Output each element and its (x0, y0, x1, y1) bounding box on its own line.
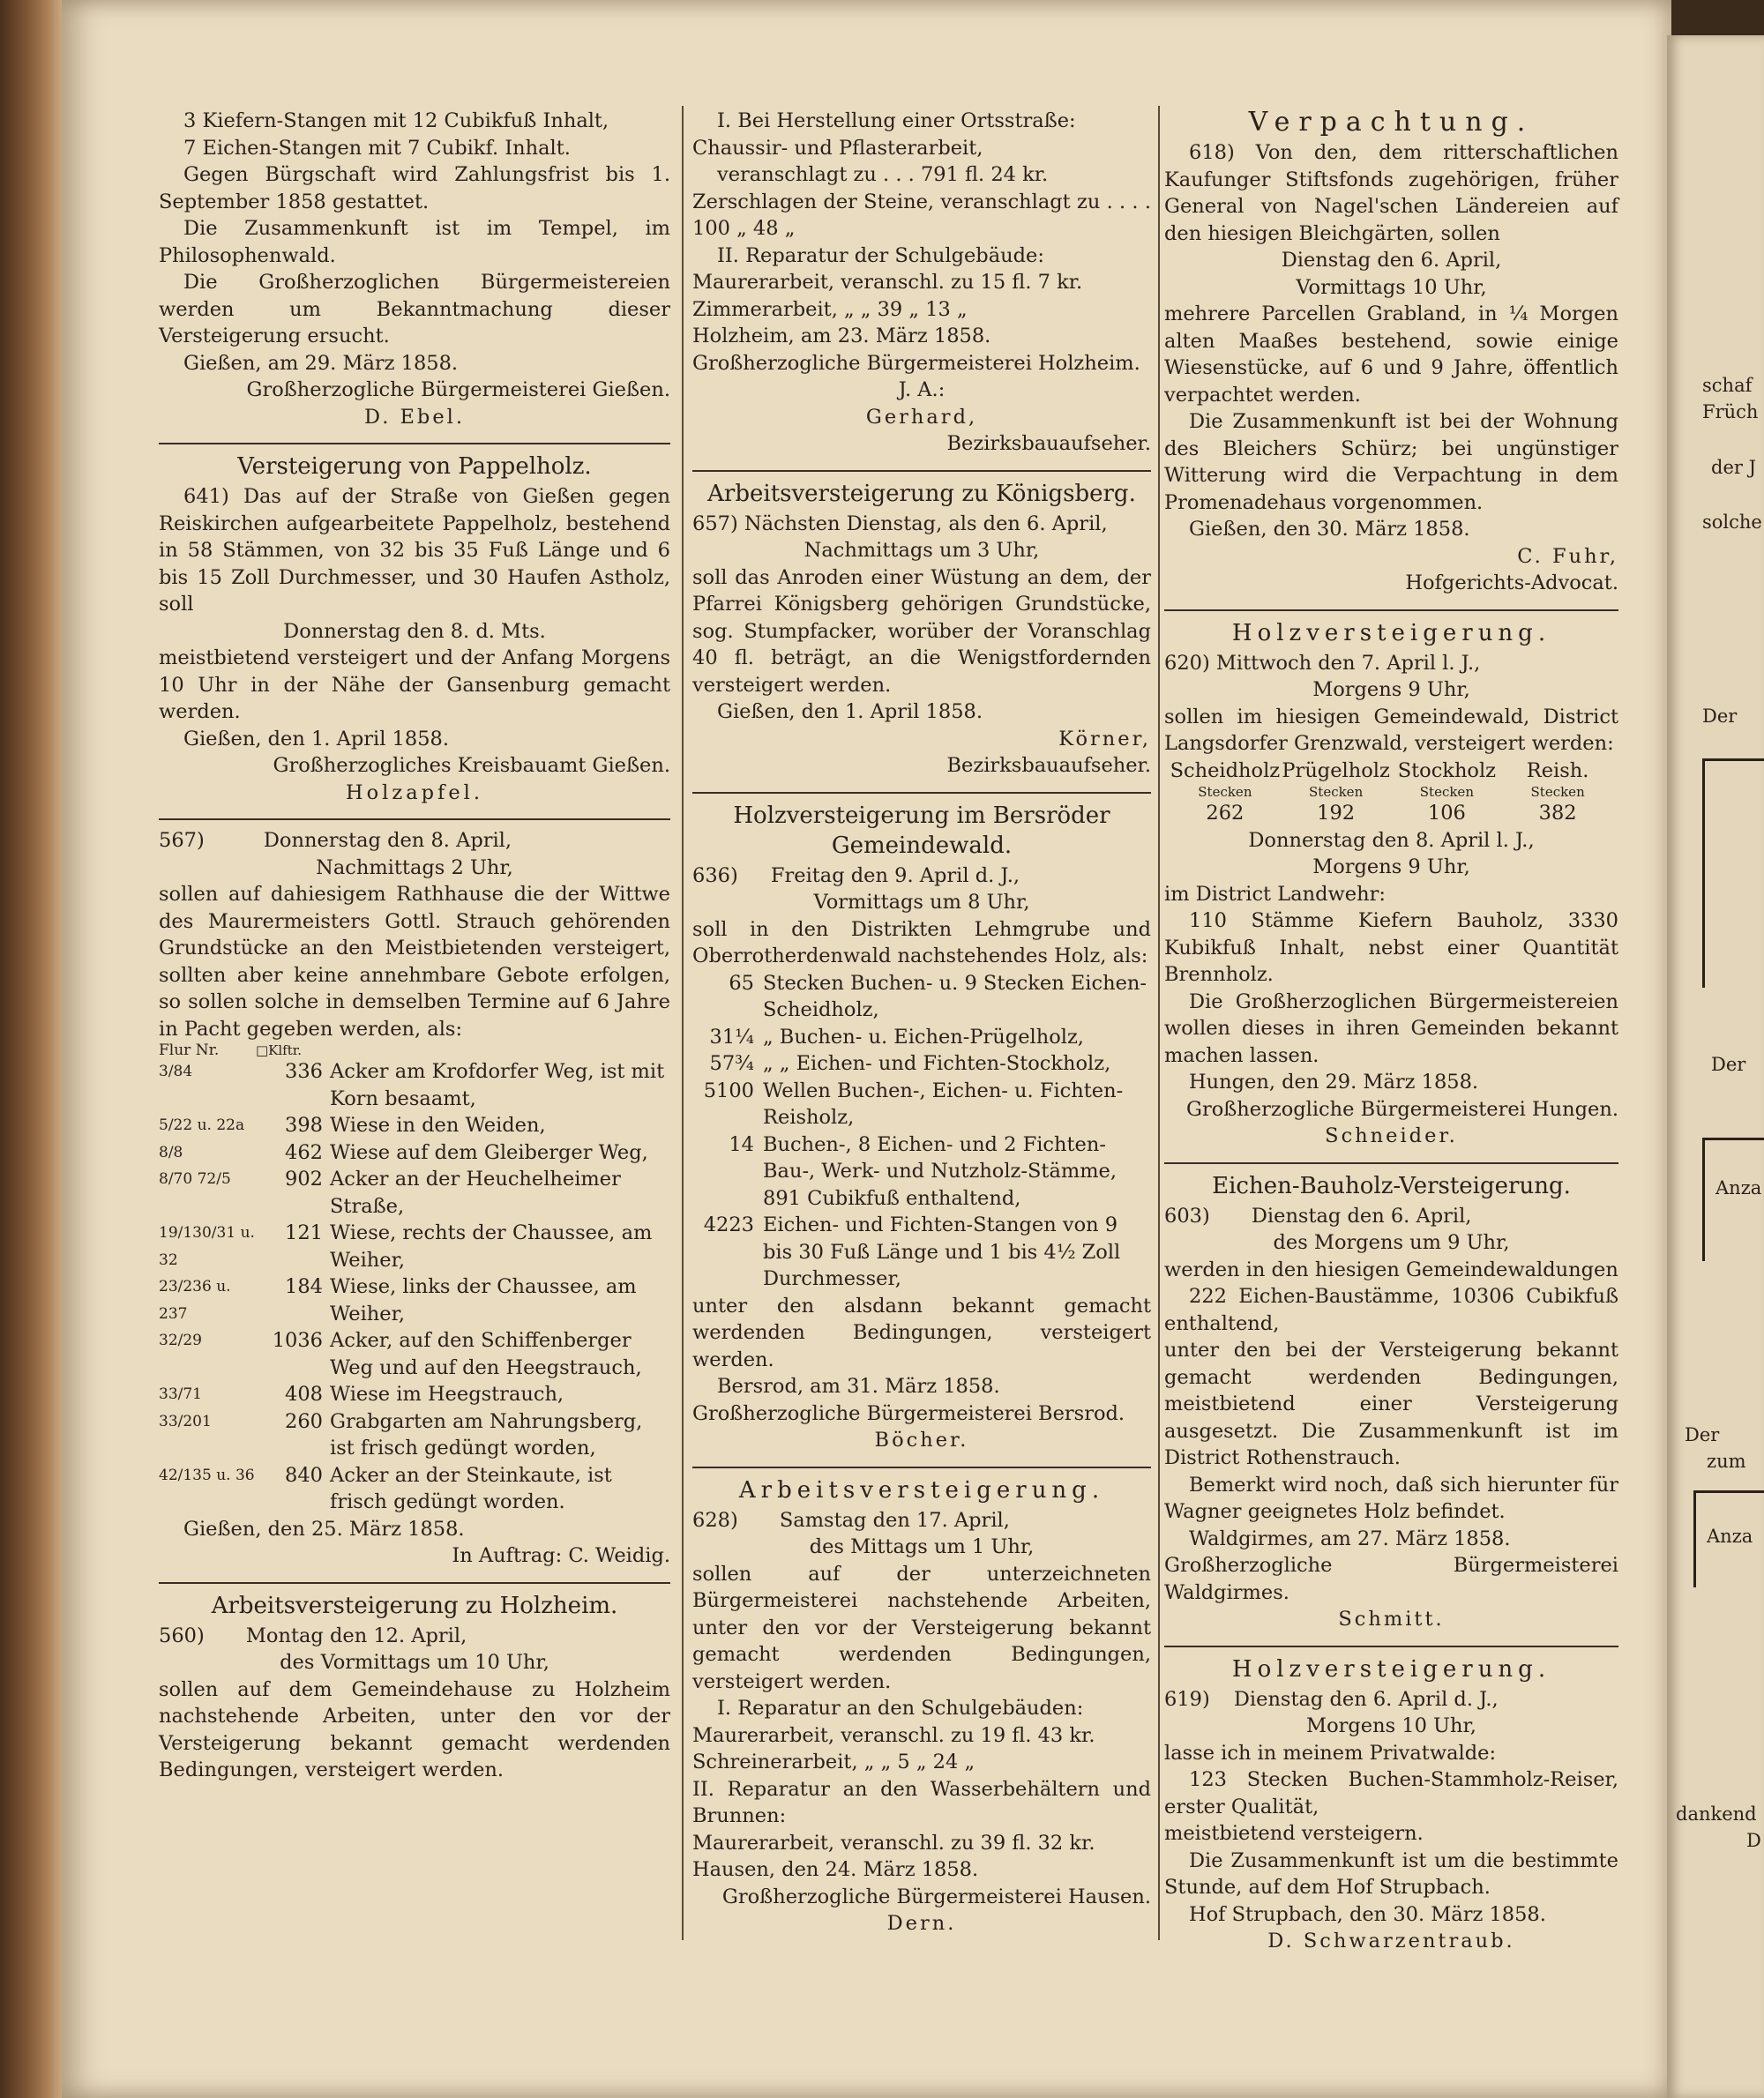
adjacent-page-fragment (1667, 35, 1764, 2098)
ad-time: Vormittags 10 Uhr, (1296, 275, 1487, 299)
item-quantity: 57¾ (709, 1052, 754, 1075)
ad-641 (159, 450, 670, 815)
item-description: „ „ Eichen- und Fichten-Stockholz, (763, 1052, 1111, 1075)
text-line: Maurerarbeit, veranschl. zu 15 fl. 7 kr. (692, 271, 1083, 294)
ad-body: 618) Von den, dem ritterschaftlichen Kaufunger Stiftsfonds zugehörigen, früher General von Nagel'schen Ländereien auf den hiesigen Bleichgärten, sollen (1164, 141, 1618, 245)
place-date: Bersrod, am 31. März 1858. (717, 1375, 1000, 1398)
place-date: Gießen, den 25. März 1858. (183, 1517, 465, 1541)
text-line: Schreinerarbeit, „ „ 5 „ 24 „ (692, 1751, 975, 1773)
fragment-text: Anza (1715, 1177, 1762, 1198)
item-quantity: 65 (729, 971, 754, 995)
ad-date: Dienstag den 6. April, (1281, 249, 1502, 272)
ad-636 (692, 799, 1151, 1463)
divider (159, 443, 670, 444)
ad-date: Donnerstag den 8. April, (263, 829, 512, 852)
fragment-text: Der (1685, 1424, 1720, 1445)
fragment-text: solche (1702, 511, 1762, 533)
authority: Großherzogliche Bürgermeisterei Holzheim. (692, 351, 1140, 375)
table-row (159, 1273, 670, 1327)
fragment-text: D (1746, 1830, 1761, 1851)
ad-567 (159, 825, 670, 1579)
parcel-description: Acker am Krofdorfer Weg, ist mit Korn besaamt, (330, 1060, 665, 1110)
ad-number-line (159, 827, 670, 855)
signer-role: Hofgerichts-Advocat. (1405, 571, 1618, 594)
wood-value: 192 (1317, 802, 1356, 825)
ad-body: 641) Das auf der Straße von Gießen gegen Reiskirchen aufgearbeitete Pappelholz, bestehend in 58 Stämmen, von 32 bis 35 Fuß Länge und 6 bis 15 Zoll Durchmesser, und 30 Haufen Astholz, soll (159, 485, 670, 616)
place-date: Gießen, den 30. März 1858. (1189, 518, 1470, 541)
ad-number: 560) (159, 1624, 205, 1647)
ad-date: Samstag den 17. April, (779, 1508, 1010, 1532)
table-row (159, 1220, 670, 1273)
parcel-list (159, 1058, 670, 1516)
text-line: Die Großherzoglichen Bürgermeistereien werden um Bekanntmachung dieser Versteigerung ersucht. (159, 271, 670, 347)
parcel-number: 33/201 (159, 1412, 212, 1430)
text-line: II. Reparatur an den Wasserbehältern und Brunnen: (692, 1777, 1151, 1827)
item-quantity: 31¼ (709, 1025, 754, 1049)
table-row (159, 1112, 670, 1139)
authority: Großherzogliche Bürgermeisterei Hausen. (721, 1885, 1151, 1908)
ad-title: Holzversteigerung im Bersröder Gemeindewald. (733, 802, 1110, 859)
ad-number-line (1164, 1203, 1618, 1230)
table-row (159, 1381, 670, 1408)
ad-date: Freitag den 9. April d. J., (770, 863, 1020, 887)
ad-body: unter den alsdann bekannt gemacht werdenden Bedingungen, versteigert werden. (692, 1294, 1151, 1371)
ad-date: Dienstag den 6. April, (1251, 1204, 1472, 1228)
ad-body: werden in den hiesigen Gemeindewaldungen (1164, 1258, 1618, 1281)
place-date: Gießen, den 1. April 1858. (717, 700, 983, 723)
signer-role: Bezirksbauaufseher. (946, 754, 1151, 777)
authority: Großherzogliche Bürgermeisterei Hungen. (1185, 1097, 1618, 1121)
wood-unit: Stecken (1530, 784, 1585, 800)
wood-table-values (1164, 800, 1618, 827)
item-quantity: 4223 (703, 1213, 754, 1236)
place-date: Hungen, den 29. März 1858. (1189, 1071, 1479, 1094)
ad-body: sollen auf dem Gemeindehause zu Holzheim nachstehende Arbeiten, unter den vor der Versteigerung bekannt gemacht werdenden Bedingungen, versteigert werden. (159, 1677, 670, 1781)
place-date: Waldgirmes, am 27. März 1858. (1189, 1527, 1511, 1550)
divider (692, 792, 1151, 794)
parcel-description: Wiese auf dem Gleiberger Weg, (330, 1140, 648, 1164)
ad-time: Nachmittags 2 Uhr, (316, 855, 513, 879)
item-description: Buchen-, 8 Eichen- und 2 Fichten-Bau-, Werk- und Nutzholz-Stämme, 891 Cubikfuß enthaltend, (763, 1132, 1117, 1210)
wood-head: Prügelholz (1282, 758, 1390, 782)
table-row (159, 1139, 670, 1167)
wood-head: Scheidholz (1170, 758, 1281, 782)
signer: In Auftrag: C. Weidig. (452, 1544, 670, 1567)
fragment-text: Anza (1707, 1526, 1753, 1547)
ad-body: meistbietend versteigern. (1164, 1822, 1424, 1845)
item-description: Wellen Buchen-, Eichen- u. Fichten-Reisholz, (763, 1079, 1124, 1129)
fragment-text: der J (1711, 457, 1757, 478)
text-line: 7 Eichen-Stangen mit 7 Cubikf. Inhalt. (183, 136, 571, 160)
ad-body: im District Landwehr: (1164, 882, 1386, 906)
wood-table-heads (1164, 758, 1618, 785)
ad-top-continued (159, 106, 670, 439)
signer-role: Bezirksbauaufseher. (946, 432, 1151, 455)
item-quantity: 5100 (703, 1079, 754, 1102)
parcel-description: Wiese in den Weiden, (330, 1114, 546, 1137)
column-separator (682, 106, 684, 1940)
table-header (159, 1042, 670, 1058)
parcel-description: Wiese, links der Chaussee, am Weiher, (330, 1275, 637, 1325)
parcel-number: 33/71 (159, 1385, 202, 1403)
ad-number-line (159, 1623, 670, 1650)
ad-body: 620) Mittwoch den 7. April l. J., (1164, 651, 1481, 675)
authority: Großherzogliche Bürgermeisterei Gießen. (246, 378, 670, 401)
ad-time: des Vormittags um 10 Uhr, (280, 1651, 549, 1674)
item-description: Stecken Buchen- u. 9 Stecken Eichen-Scheidholz, (763, 971, 1147, 1021)
table-frame-line (1702, 758, 1705, 988)
signer: Körner, (1058, 727, 1151, 750)
ad-date: Dienstag den 6. April d. J., (1233, 1687, 1499, 1711)
parcel-number: 8/8 (159, 1143, 183, 1161)
parcel-number: 32/29 (159, 1332, 202, 1349)
ad-560 (159, 1589, 670, 1793)
ad-time: des Mittags um 1 Uhr, (809, 1535, 1035, 1558)
ad-628 (692, 1474, 1151, 1946)
signer: D. Schwarzentraub. (1267, 1930, 1515, 1952)
list-item (692, 970, 1151, 1024)
book-spine (0, 0, 62, 2098)
ad-date: Donnerstag den 8. April l. J., (1248, 828, 1535, 852)
wood-head: Reish. (1526, 758, 1589, 782)
text-line: I. Reparatur an den Schulgebäuden: (717, 1697, 1084, 1720)
divider (1164, 1162, 1618, 1164)
ad-number-line (692, 1507, 1151, 1534)
ad-619 (1164, 1653, 1618, 1964)
column-separator (1158, 106, 1160, 1940)
text-line: veranschlagt zu . . . 791 fl. 24 kr. (717, 163, 1049, 186)
parcel-description: Wiese im Heegstrauch, (330, 1383, 564, 1406)
ad-time: des Morgens um 9 Uhr, (1273, 1231, 1510, 1254)
divider (692, 470, 1151, 472)
ad-number: 636) (692, 863, 738, 887)
ad-618 (1164, 106, 1618, 606)
signer: Schmitt. (1338, 1608, 1445, 1631)
wood-unit: Stecken (1419, 784, 1474, 800)
ad-time: Nachmittags um 3 Uhr, (804, 539, 1040, 562)
text-line: Chaussir- und Pflasterarbeit, (692, 136, 983, 160)
parcel-number: 8/70 72/5 (159, 1170, 231, 1188)
divider (692, 1467, 1151, 1468)
item-description: „ Buchen- u. Eichen-Prügelholz, (763, 1025, 1084, 1049)
list-item (692, 1212, 1151, 1293)
place-date: Holzheim, am 23. März 1858. (692, 325, 991, 347)
ad-body: Die Zusammenkunft ist bei der Wohnung des Bleichers Schürz; bei ungünstiger Witterung wird die Verpachtung in dem Promenadehaus vorgenommen. (1164, 410, 1618, 514)
signer: Dern. (886, 1912, 957, 1935)
parcel-description: Acker an der Steinkaute, ist frisch gedüngt worden. (330, 1463, 612, 1513)
ad-620 (1164, 616, 1618, 1159)
ad-body: soll in den Distrikten Lehmgrube und Oberrotherdenwald nachstehendes Holz, als: (692, 917, 1151, 967)
parcel-size: 260 (285, 1409, 323, 1433)
divider (1164, 609, 1618, 611)
header-klftr: □Klftr. (256, 1042, 303, 1058)
wood-value: 382 (1538, 802, 1577, 825)
parcel-size: 121 (285, 1221, 323, 1244)
parcel-size: 336 (285, 1060, 323, 1083)
ad-body: Bemerkt wird noch, daß sich hierunter für Wagner geeignetes Holz befindet. (1164, 1473, 1618, 1523)
divider (1164, 1646, 1618, 1647)
ad-body: meistbietend versteigert und der Anfang Morgens 10 Uhr in der Nähe der Gansenburg gemacht werden. (159, 646, 670, 723)
place-date: Hof Strupbach, den 30. März 1858. (1189, 1902, 1546, 1926)
ad-number: 603) (1164, 1204, 1210, 1228)
authority: Großherzogliche Bürgermeisterei Waldgirmes. (1164, 1554, 1618, 1604)
ad-title: Arbeitsversteigerung zu Holzheim. (211, 1592, 618, 1619)
ad-657 (692, 477, 1151, 788)
table-row (159, 1166, 670, 1220)
list-item (692, 1024, 1151, 1051)
parcel-size: 398 (285, 1114, 323, 1137)
parcel-size: 1036 (272, 1329, 323, 1352)
column-2 (692, 106, 1151, 1946)
list-item (692, 1131, 1151, 1213)
ad-body: unter den bei der Versteigerung bekannt gemacht werdenden Bedingungen, meistbietend einer Versteigerung ausgesetzt. Die Zusammenkunft ist im District Rothenstrauch. (1164, 1339, 1618, 1469)
parcel-number: 5/22 u. 22a (159, 1116, 245, 1134)
text-line: Zimmerarbeit, „ „ 39 „ 13 „ (692, 297, 968, 321)
parcel-size: 462 (285, 1140, 323, 1164)
parcel-number: 3/84 (159, 1063, 193, 1080)
ad-time: Morgens 10 Uhr, (1306, 1714, 1476, 1737)
fragment-text: Früch (1702, 401, 1759, 422)
ad-body: sollen auf der unterzeichneten Bürgermeisterei nachstehende Arbeiten, unter den vor der Versteigerung bekannt gemacht werdenden Bedingungen, versteigert werden. (692, 1562, 1151, 1693)
parcel-number: 19/130/31 u. 32 (159, 1224, 255, 1269)
place-date: Gießen, den 1. April 1858. (183, 727, 449, 750)
ad-body: soll das Anroden einer Wüstung an dem, der Pfarrei Königsberg gehörigen Grundstücke, sog. Stumpfacker, worüber der Voranschlag 40 fl. beträgt, an die Wenigstfordernden versteigert werden. (692, 565, 1151, 697)
divider (159, 818, 670, 820)
ad-date: Montag den 12. April, (245, 1624, 467, 1647)
column-1 (159, 106, 670, 1793)
table-row (159, 1058, 670, 1112)
ad-603 (1164, 1169, 1618, 1642)
table-frame-line (1702, 758, 1764, 761)
parcel-description: Wiese, rechts der Chaussee, am Weiher, (330, 1221, 653, 1272)
ad-body: 222 Eichen-Baustämme, 10306 Cubikfuß enthaltend, (1164, 1285, 1618, 1335)
signer: C. Fuhr, (1517, 544, 1618, 568)
text-line: II. Reparatur der Schulgebäude: (717, 243, 1044, 267)
ad-body: 123 Stecken Buchen-Stammholz-Reiser, erster Qualität, (1164, 1768, 1618, 1818)
text-line: Zerschlagen der Steine, veranschlagt zu . . . . 100 „ 48 „ (692, 190, 1151, 240)
ad-title: Verpachtung. (1248, 107, 1535, 138)
wood-head: Stockholz (1397, 758, 1497, 782)
ad-body: Die Großherzoglichen Bürgermeistereien wollen dieses in ihren Gemeinden bekannt machen lassen. (1164, 989, 1618, 1067)
column-3 (1164, 106, 1618, 1964)
table-frame-line (1693, 1490, 1764, 1493)
parcel-size: 840 (285, 1463, 323, 1487)
text-line: Die Zusammenkunft ist im Tempel, im Philosophenwald. (159, 217, 670, 267)
ad-time: Vormittags um 8 Uhr, (813, 891, 1030, 914)
divider (159, 1582, 670, 1584)
fragment-text: Der (1711, 1054, 1746, 1075)
ad-number: 628) (692, 1508, 738, 1532)
text-line: J. A.: (898, 378, 946, 401)
parcel-description: Acker an der Heuchelheimer Straße, (330, 1168, 621, 1218)
place-date: Hausen, den 24. März 1858. (692, 1858, 979, 1881)
text-line: Gegen Bürgschaft wird Zahlungsfrist bis 1. September 1858 gestattet. (159, 163, 670, 213)
ad-title: Arbeitsversteigerung zu Königsberg. (707, 480, 1136, 507)
parcel-size: 184 (285, 1275, 323, 1298)
ad-body: sollen im hiesigen Gemeindewald, District Langsdorfer Grenzwald, versteigert werden: (1164, 705, 1618, 755)
ad-body: 657) Nächsten Dienstag, als den 6. April, (692, 511, 1108, 535)
ad-date: Donnerstag den 8. d. Mts. (283, 619, 546, 643)
wood-table-units (1164, 784, 1618, 800)
signer: D. Ebel. (363, 405, 466, 429)
ad-body: Die Zusammenkunft ist um die bestimmte Stunde, auf dem Hof Strupbach. (1164, 1848, 1618, 1899)
text-line: I. Bei Herstellung einer Ortsstraße: (717, 109, 1076, 132)
fragment-text: zum (1707, 1451, 1746, 1472)
authority: Großherzogliche Bürgermeisterei Bersrod. (692, 1401, 1125, 1425)
fragment-text: dankend (1676, 1803, 1757, 1825)
list-item (692, 1078, 1151, 1131)
ad-body: sollen auf dahiesigem Rathhause die der Wittwe des Maurermeisters Gottl. Strauch gehörenden Grundstücke an den Meistbietenden versteigert, sollten aber keine annehmbare Gebote erfolgen, so sollen solche in demselben Termine auf 6 Jahre in Pacht gegeben werden, als: (159, 883, 670, 1041)
ad-title: Holzversteigerung. (1231, 1655, 1551, 1683)
wood-unit: Stecken (1309, 784, 1364, 800)
ad-time: Morgens 9 Uhr, (1312, 855, 1470, 878)
place-date: Gießen, am 29. März 1858. (183, 351, 459, 375)
ad-title: Eichen-Bauholz-Versteigerung. (1212, 1172, 1571, 1199)
table-row (159, 1327, 670, 1381)
ad-number-line (692, 862, 1151, 890)
text-line: Maurerarbeit, veranschl. zu 39 fl. 32 kr. (692, 1831, 1095, 1855)
ad-body: lasse ich in meinem Privatwalde: (1164, 1741, 1497, 1765)
text-line: Maurerarbeit, veranschl. zu 19 fl. 43 kr. (692, 1723, 1095, 1747)
header-flur: Flur Nr. (159, 1042, 220, 1059)
fragment-text: Der (1702, 706, 1738, 727)
signer: Böcher. (874, 1429, 969, 1452)
signer: Schneider. (1325, 1124, 1458, 1147)
parcel-description: Acker, auf den Schiffenberger Weg und auf den Heegstrauch, (330, 1329, 642, 1379)
fragment-text: schaf (1702, 375, 1753, 396)
ad-body: 110 Stämme Kiefern Bauholz, 3330 Kubikfuß Inhalt, nebst einer Quantität Brennholz. (1164, 909, 1618, 986)
table-frame-line (1702, 1138, 1764, 1140)
wood-value: 106 (1427, 802, 1466, 825)
ad-title: Versteigerung von Pappelholz. (237, 453, 592, 480)
parcel-number: 42/135 u. 36 (159, 1466, 255, 1484)
wood-unit: Stecken (1198, 784, 1252, 800)
ad-body: mehrere Parcellen Grabland, in ¼ Morgen alten Maaßes bestehend, sowie einige Wiesenstücke, auf 6 und 9 Jahre, öffentlich verpachtet werden. (1164, 302, 1618, 407)
parcel-description: Grabgarten am Nahrungsberg, ist frisch gedüngt worden, (330, 1409, 643, 1460)
ad-time: Morgens 9 Uhr, (1312, 678, 1470, 701)
ad-holzheim-continued (692, 106, 1151, 467)
ad-title: Holzversteigerung. (1231, 619, 1551, 646)
ad-number-line (1164, 1686, 1618, 1713)
parcel-number: 23/236 u. 237 (159, 1278, 231, 1323)
table-row (159, 1462, 670, 1516)
table-frame-line (1693, 1490, 1696, 1587)
wood-list (692, 970, 1151, 1293)
item-description: Eichen- und Fichten-Stangen von 9 bis 30 Fuß Länge und 1 bis 4½ Zoll Durchmesser, (763, 1213, 1121, 1290)
ad-number: 567) (159, 829, 205, 852)
table-frame-line (1702, 1138, 1705, 1261)
authority: Großherzogliches Kreisbauamt Gießen. (273, 754, 670, 777)
parcel-size: 902 (285, 1168, 323, 1191)
item-quantity: 14 (729, 1132, 754, 1156)
ad-number: 619) (1164, 1687, 1210, 1711)
signer: Holzapfel. (345, 780, 484, 804)
ad-title: Arbeitsversteigerung. (738, 1476, 1105, 1504)
text-line: 3 Kiefern-Stangen mit 12 Cubikfuß Inhalt, (183, 109, 609, 132)
signer: Gerhard, (865, 405, 978, 429)
wood-value: 262 (1206, 802, 1245, 825)
parcel-size: 408 (285, 1383, 323, 1406)
table-row (159, 1408, 670, 1462)
list-item (692, 1050, 1151, 1078)
